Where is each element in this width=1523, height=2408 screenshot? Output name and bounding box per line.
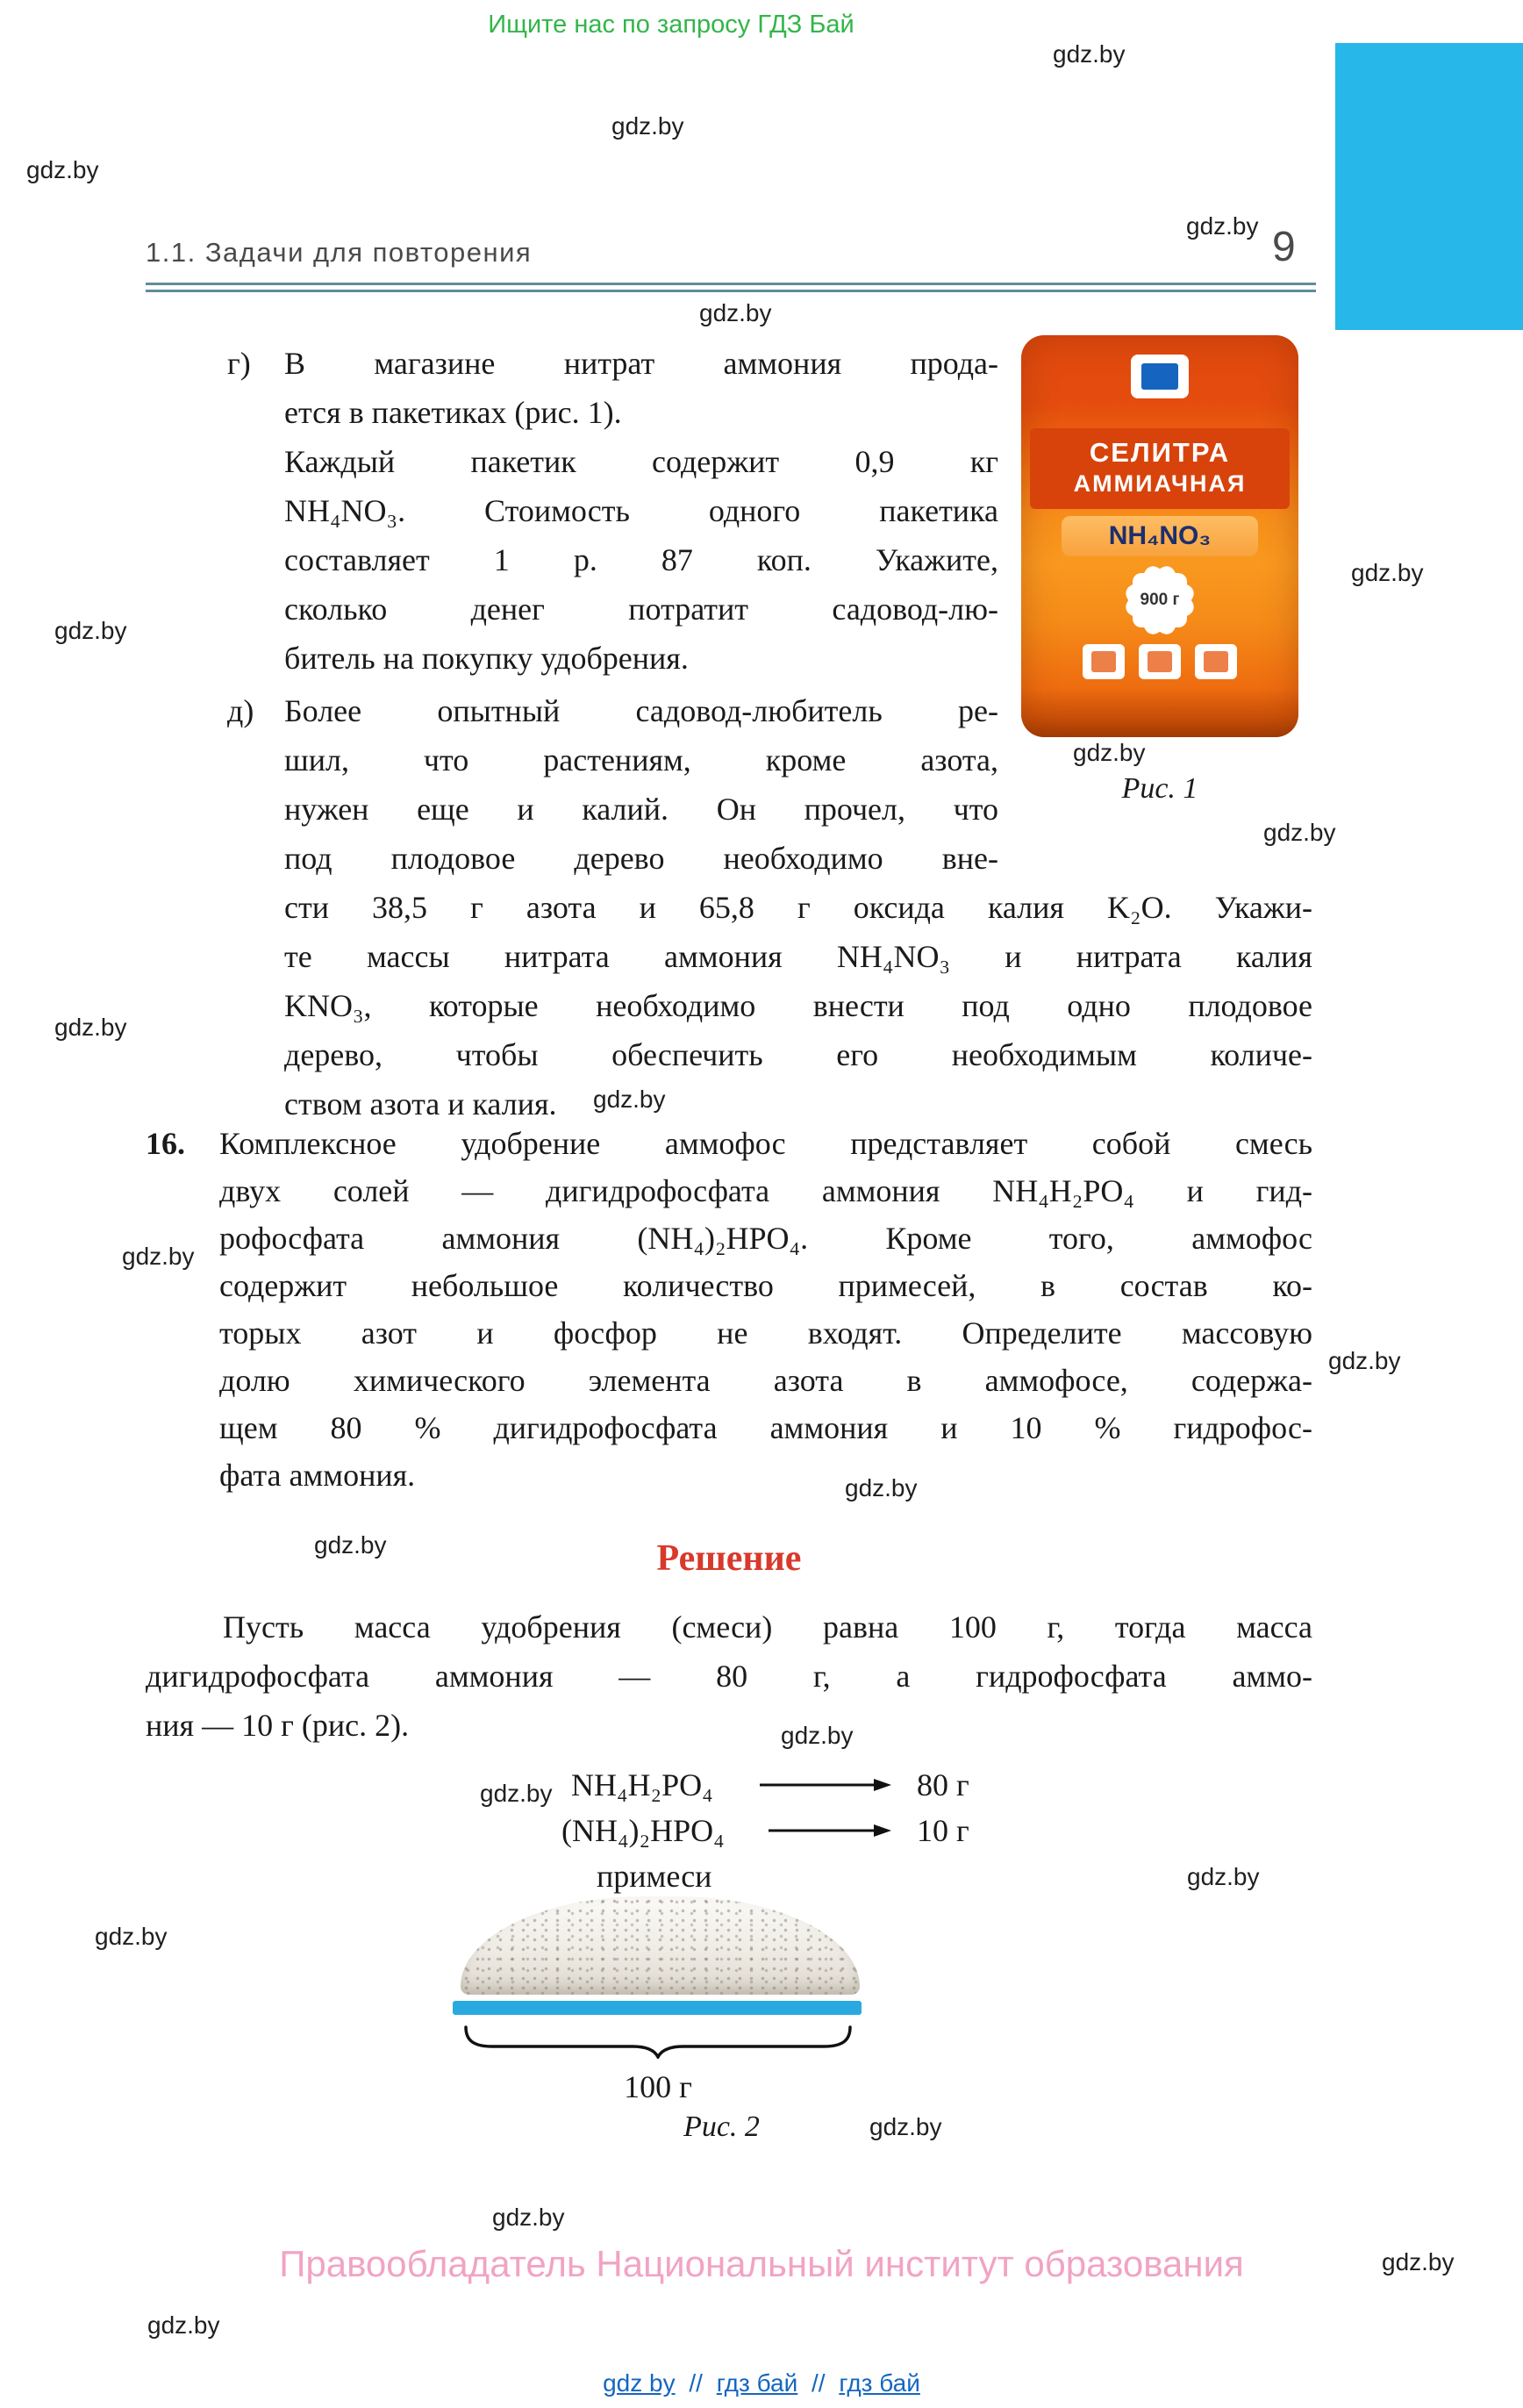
arrow-right-icon (760, 1776, 891, 1794)
item-d-text-narrow (284, 686, 998, 883)
watermark: gdz.by (1186, 212, 1259, 240)
watermark: gdz.by (781, 1722, 854, 1749)
text-line: шил, что растениям, кроме азота, (284, 742, 998, 778)
watermark: gdz.by (1053, 40, 1126, 68)
text-line: Пусть масса удобрения (смеси) равна 100 г, тогда масса (223, 1609, 1312, 1645)
watermark: gdz.by (54, 617, 127, 644)
figure-1-caption: Рис. 1 (1121, 772, 1198, 805)
package-pictograms (1083, 644, 1237, 679)
footer-link[interactable]: гдз бай (716, 2369, 798, 2397)
text-line: рофосфата аммония (NH₄)₂HPO₄. Кроме того, аммофос (219, 1221, 1312, 1256)
watermark: gdz.by (147, 2311, 220, 2339)
baseline-bar (453, 2001, 862, 2015)
footer-link[interactable]: гдз бай (839, 2369, 920, 2397)
item-g-text (284, 339, 998, 683)
brace-icon (461, 2024, 855, 2059)
figure-2-composition-diagram (439, 1766, 1053, 2178)
text-line: те массы нитрата аммония NH₄NO₃ и нитрата калия (284, 939, 1312, 974)
text-line: составляет 1 р. 87 коп. Укажите, (284, 542, 998, 577)
watermark: gdz.by (1073, 739, 1146, 766)
text-line: щем 80 % дигидрофосфата аммония и 10 % гидрофос- (219, 1410, 1312, 1445)
brand-logo-icon (1141, 363, 1178, 390)
watermark: gdz.by (54, 1014, 127, 1041)
watermark: gdz.by (1187, 1863, 1260, 1890)
copyright-notice: Правообладатель Национальный институт образования (279, 2243, 1244, 2284)
package-title (1030, 428, 1290, 509)
watermark: gdz.by (869, 2113, 942, 2140)
text-line: фата аммония. (219, 1458, 416, 1493)
watermark: gdz.by (1351, 559, 1424, 586)
text-line: Комплексное удобрение аммофос представляет собой смесь (219, 1126, 1312, 1161)
mass-label: 80 г (917, 1767, 969, 1802)
item-g-marker: г) (227, 346, 251, 381)
problem-16-text (219, 1120, 1312, 1499)
solution-text (146, 1602, 1312, 1750)
total-mass-label: 100 г (624, 2069, 692, 2104)
package-pictogram-icon (1195, 644, 1237, 679)
text-line: битель на покупку удобрения. (284, 641, 689, 676)
package-formula: NH₄NO₃ (1062, 516, 1258, 556)
watermark: gdz.by (26, 156, 99, 183)
footer-link[interactable]: gdz by (603, 2369, 676, 2397)
text-line: KNO₃, которые необходимо внести под одно плодовое (284, 988, 1312, 1023)
watermark: gdz.by (492, 2204, 565, 2231)
header-rule (146, 283, 1316, 292)
text-line: Более опытный садовод-любитель ре- (284, 693, 998, 728)
item-d-marker: д) (227, 693, 254, 728)
watermark: gdz.by (122, 1243, 195, 1270)
text-line: NH₄NO₃. Стоимость одного пакетика (284, 493, 998, 528)
text-line: содержит небольшое количество примесей, в состав ко- (219, 1268, 1312, 1303)
package-title-line2: АММИАЧНАЯ (1073, 470, 1247, 497)
watermark: gdz.by (1382, 2248, 1455, 2275)
brand-logo (1131, 355, 1189, 398)
section-heading: 1.1. Задачи для повторения (146, 237, 533, 268)
granule-pile (461, 1896, 860, 1995)
watermark: gdz.by (480, 1780, 553, 1807)
watermark: gdz.by (845, 1474, 918, 1501)
package-weight: 900 г (1140, 591, 1180, 609)
watermark: gdz.by (699, 299, 772, 326)
text-line: В магазине нитрат аммония прода- (284, 346, 998, 381)
figure-2-caption: Рис. 2 (683, 2111, 760, 2143)
figure-1-fertilizer-package (1021, 335, 1298, 737)
impurities-label: примеси (597, 1859, 712, 1894)
package-title-line1: СЕЛИТРА (1089, 437, 1231, 468)
text-line: сколько денег потратит садовод-лю- (284, 591, 998, 627)
text-line: ния — 10 г (рис. 2). (146, 1708, 410, 1743)
text-line: двух солей — дигидрофосфата аммония NH₄H₂PO₄ и гид- (219, 1173, 1312, 1208)
component-label: (NH₄)₂HPO₄ (561, 1813, 725, 1848)
watermark: gdz.by (95, 1923, 168, 1950)
text-line: дигидрофосфата аммония — 80 г, а гидрофосфата аммо- (146, 1659, 1312, 1694)
component-label: NH₄H₂PO₄ (571, 1767, 713, 1802)
page-number: 9 (1272, 224, 1296, 270)
top-banner: Ищите нас по запросу ГДЗ Бай (488, 11, 854, 39)
solution-heading: Решение (656, 1538, 802, 1579)
text-line: дерево, чтобы обеспечить его необходимым количе- (284, 1037, 1312, 1072)
corner-accent (1335, 43, 1523, 330)
link-separator: // (689, 2369, 703, 2397)
text-line: ством азота и калия. (284, 1086, 557, 1122)
watermark: gdz.by (593, 1086, 666, 1113)
watermark: gdz.by (1263, 819, 1336, 846)
text-line: нужен еще и калий. Он прочел, что (284, 792, 998, 827)
watermark: gdz.by (314, 1531, 387, 1559)
problem-16-number: 16. (146, 1126, 185, 1161)
item-d-text-wide (284, 883, 1312, 1129)
package-pictogram-icon (1139, 644, 1181, 679)
text-line: Каждый пакетик содержит 0,9 кг (284, 444, 998, 479)
text-line: долю химического элемента азота в аммофосе, содержа- (219, 1363, 1312, 1398)
arrow-right-icon (769, 1822, 891, 1839)
watermark: gdz.by (611, 112, 684, 140)
text-line: торых азот и фосфор не входят. Определите массовую (219, 1315, 1312, 1351)
text-line: ется в пакетиках (рис. 1). (284, 395, 622, 430)
link-separator: // (812, 2369, 826, 2397)
text-line: под плодовое дерево необходимо вне- (284, 841, 998, 876)
watermark: gdz.by (1328, 1347, 1401, 1374)
package-pictogram-icon (1083, 644, 1125, 679)
mass-label: 10 г (917, 1813, 969, 1848)
footer-links (0, 2369, 1523, 2397)
weight-starburst-badge (1125, 565, 1195, 635)
text-line: сти 38,5 г азота и 65,8 г оксида калия K₂O. Укажи- (284, 890, 1312, 925)
